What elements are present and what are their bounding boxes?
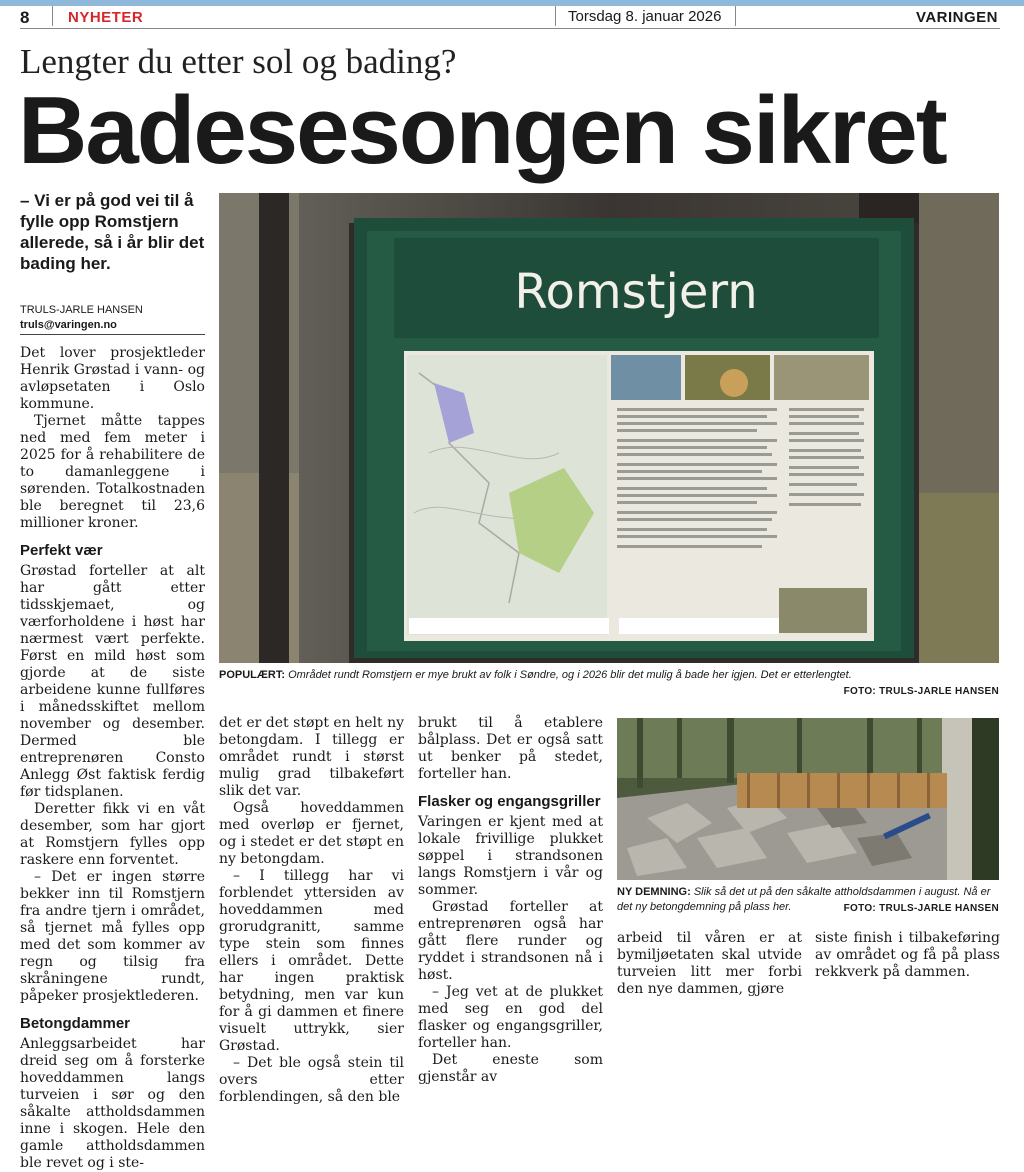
paragraph: det er det støpt en helt ny betongdam. I tillegg er området rundt i størst mulig grad tilbakeført slik det var.: [219, 715, 404, 799]
newspaper-name: VARINGEN: [915, 9, 998, 26]
paragraph: Varingen er kjent med at lokale frivillige plukket søppel i strandsonen langs Romstjern i vår og sommer.: [418, 814, 603, 898]
sign-title: Romstjern: [514, 264, 758, 320]
caption-label: POPULÆRT:: [219, 669, 285, 681]
paragraph: brukt til å etablere bålplass. Det er også satt ut benker på stedet, forteller han.: [418, 715, 603, 782]
paragraph: Det eneste som gjenstår av: [418, 1052, 603, 1085]
page-number: 8: [20, 8, 30, 27]
top-color-band: [0, 0, 1024, 6]
byline-email: truls@varingen.no: [20, 319, 117, 331]
issue-date: Torsdag 8. januar 2026: [568, 8, 722, 25]
subheading: Perfekt vær: [20, 542, 103, 559]
article-column-2: [219, 715, 404, 1106]
paragraph: Deretter fikk vi en våt desember, som har gjort at Romstjern fylles opp raskere enn forventet.: [20, 801, 205, 868]
byline: [20, 303, 143, 333]
header-divider: [555, 6, 556, 26]
header-divider: [735, 6, 736, 26]
paragraph: Grøstad forteller at entreprenøren også har gått flere runder og ryddet i strandsonen nå i høst.: [418, 899, 603, 983]
main-photo-caption: [219, 668, 999, 683]
subheading: Betongdammer: [20, 1015, 131, 1032]
section-label: NYHETER: [68, 9, 144, 26]
article-column-4: [617, 930, 802, 998]
caption-text: Området rundt Romstjern er mye brukt av folk i Søndre, og i 2026 blir det mulig å bade her igjen. Det er etterlengtet.: [288, 669, 852, 681]
photo-credit: FOTO: TRULS-JARLE HANSEN: [843, 903, 999, 914]
paragraph: Anleggsarbeidet har dreid seg om å forsterke hoveddammen langs turveien i sør og den såkalte attholdsdammen inne i skogen. Hele den gamle attholdsdammen ble revet og i ste-: [20, 1036, 205, 1171]
headline: Badesesongen sikret: [18, 77, 946, 184]
dam-construction-illustration: [617, 718, 999, 880]
paragraph: – Det ble også stein til overs etter forblendingen, så den ble: [219, 1055, 404, 1105]
paragraph: – I tillegg har vi forblendet yttersiden av hoveddammen med grorudgranitt, samme type stein som finnes ellers i området. Dette har ingen praktisk betydning, men var kun for å gi dammen et finere visuelt uttrykk, sier Grøstad.: [219, 868, 404, 1054]
article-column-5: [815, 930, 1000, 981]
paragraph: arbeid til våren er at bymiljøetaten skal utvide turveien litt mer forbi den nye dammen, gjøre: [617, 930, 802, 997]
caption-text: Slik så det ut på den såkalte attholdsdammen i august. Nå er det ny betongdemning på plass her.: [617, 886, 991, 913]
header-divider: [52, 6, 53, 26]
byline-rule: [20, 334, 205, 335]
paragraph: – Det er ingen større bekker inn til Romstjern fra andre tjern i området, så tjernet må fylles opp med det som kommer av regn og tilsig fra skråningene rundt, påpeker prosjektlederen.: [20, 869, 205, 1004]
sign-photo-illustration: [219, 193, 999, 663]
header-rule: [20, 28, 1000, 29]
byline-name: TRULS-JARLE HANSEN: [20, 304, 143, 316]
photo-credit: FOTO: TRULS-JARLE HANSEN: [843, 686, 999, 697]
paragraph: Tjernet måtte tappes ned med fem meter i 2025 for å rehabilitere de to damanleggene i sørenden. Totalkostnaden ble beregnet til 23,6 millioner kroner.: [20, 413, 205, 531]
kicker: Lengter du etter sol og bading?: [20, 42, 457, 81]
caption-label: NY DEMNING:: [617, 886, 691, 898]
dam-photo: [617, 718, 999, 880]
paragraph: siste finish i tilbakeføring av området og få på plass rekkverk på dammen.: [815, 930, 1000, 980]
paragraph: Grøstad forteller at alt har gått etter tidsskjemaet, og værforholdene i høst har nærmest vært perfekte. Først en mild høst som gjorde at de siste arbeidene kunne fullføres i månedsskiftet mellom november og desember. Dermed ble entreprenøren Consto Anlegg Øst faktisk ferdig før tidsplanen.: [20, 563, 205, 800]
paragraph: – Jeg vet at de plukket med seg en god del flasker og engangsgriller, forteller han.: [418, 984, 603, 1051]
paragraph: Det lover prosjektleder Henrik Grøstad i vann- og avløpsetaten i Oslo kommune.: [20, 345, 205, 412]
article-column-1: [20, 345, 205, 1172]
main-photo: [219, 193, 999, 663]
subheading: Flasker og engangsgriller: [418, 793, 601, 810]
ingress: – Vi er på god vei til å fylle opp Romstjern allerede, så i år blir det bading her.: [20, 191, 205, 273]
article-column-3: [418, 715, 603, 1086]
paragraph: Også hoveddammen med overløp er fjernet, og i stedet er det støpt en ny betongdam.: [219, 800, 404, 867]
